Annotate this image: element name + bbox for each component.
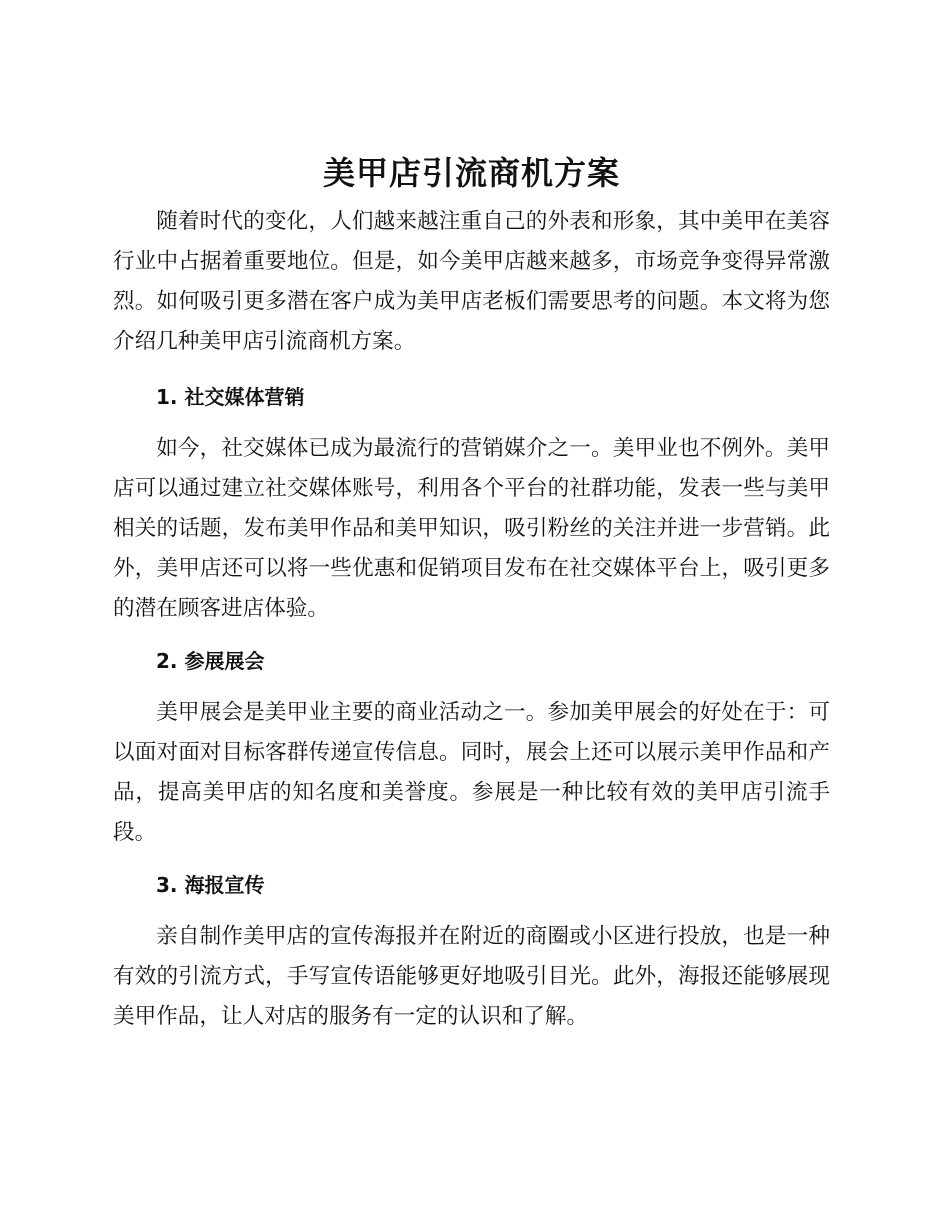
document-title: 美甲店引流商机方案 (322, 154, 620, 192)
section-body-exhibition: 美甲展会是美甲业主要的商业活动之一。参加美甲展会的好处在于：可以面对面对目标客群传递宣传信息。同时，展会上还可以展示美甲作品和产品，提高美甲店的知名度和美誉度。参展是一种比较有效的美甲店引流手段。 (113, 700, 830, 845)
section-heading-poster: 3. 海报宣传 (156, 873, 265, 897)
section-heading-exhibition: 2. 参展展会 (156, 649, 265, 673)
section-body-social-media: 如今，社交媒体已成为最流行的营销媒介之一。美甲业也不例外。美甲店可以通过建立社交媒体账号，利用各个平台的社群功能，发表一些与美甲相关的话题，发布美甲作品和美甲知识，吸引粉丝的关注并进一步营销。此外，美甲店还可以将一些优惠和促销项目发布在社交媒体平台上，吸引更多的潜在顾客进店体验。 (113, 436, 830, 621)
section-body-poster: 亲自制作美甲店的宣传海报并在附近的商圈或小区进行投放，也是一种有效的引流方式，手写宣传语能够更好地吸引目光。此外，海报还能够展现美甲作品，让人对店的服务有一定的认识和了解。 (113, 924, 830, 1029)
document-page (113, 150, 830, 1037)
intro-paragraph: 随着时代的变化，人们越来越注重自己的外表和形象，其中美甲在美容行业中占据着重要地位。但是，如今美甲店越来越多，市场竞争变得异常激烈。如何吸引更多潜在客户成为美甲店老板们需要思考的问题。本文将为您介绍几种美甲店引流商机方案。 (113, 209, 830, 354)
section-heading-social-media: 1. 社交媒体营销 (156, 385, 305, 409)
